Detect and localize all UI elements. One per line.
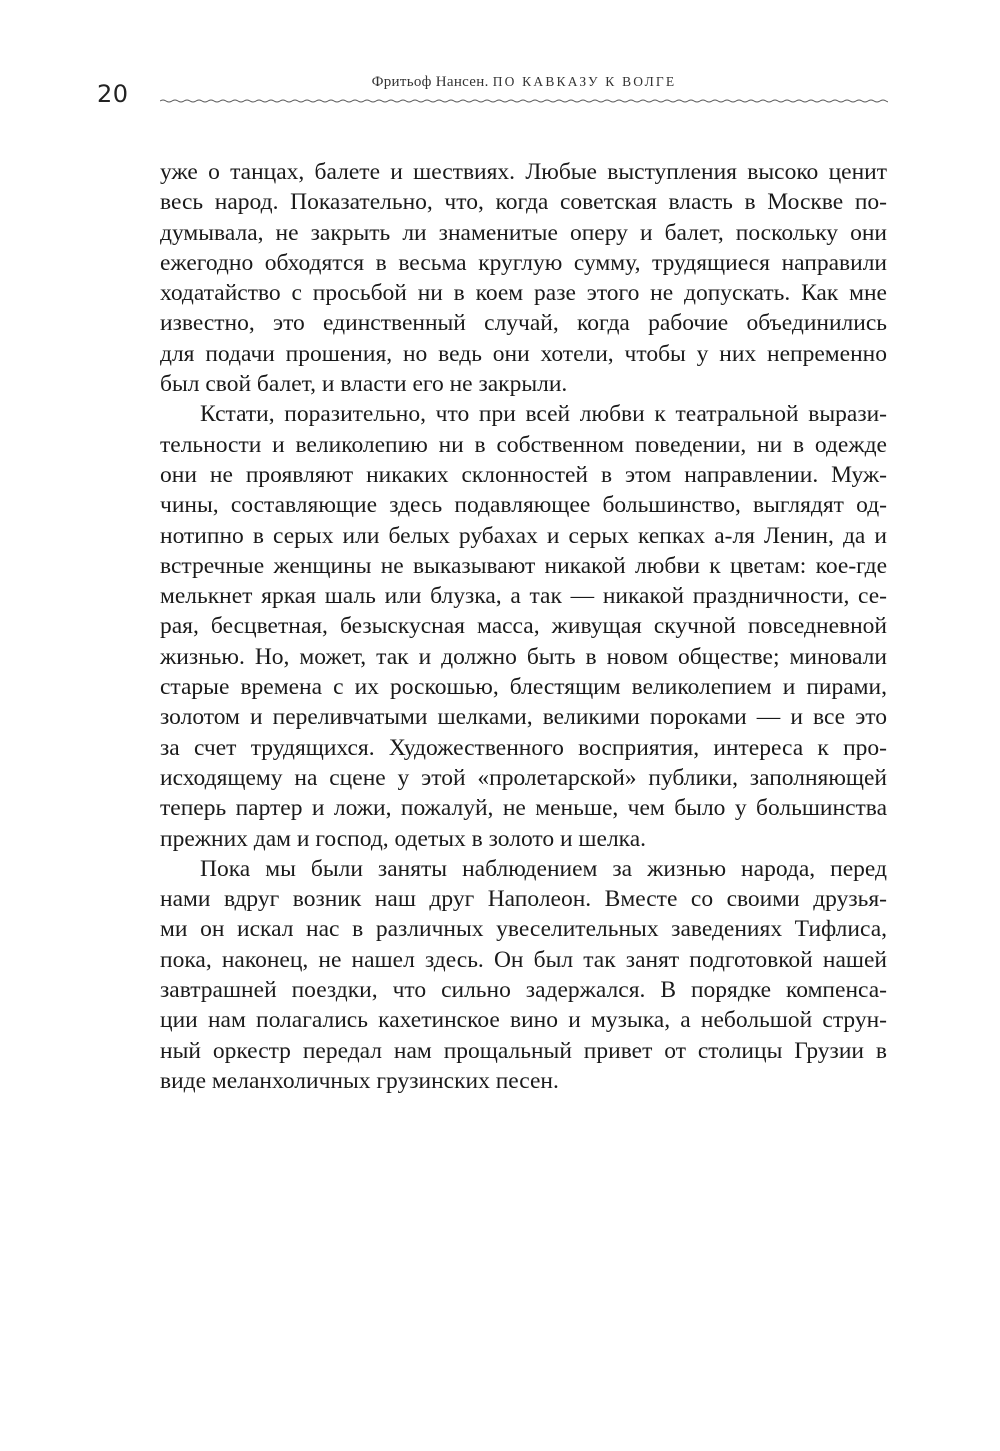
text-line: старые времена с их роскошью, блестящим великолепием и пирами, xyxy=(160,674,887,701)
paragraph-1 xyxy=(160,157,887,399)
text-line: ми он искал нас в различных увеселительных заведениях Тифлиса, xyxy=(160,916,887,943)
text-line: завтрашней поездки, что сильно задержался. В порядке компенса- xyxy=(160,977,887,1004)
text-line: думывала, не закрыть ли знаменитые оперу и балет, поскольку они xyxy=(160,219,887,246)
running-head-author: Фритьоф Нансен. xyxy=(371,74,489,90)
text-line: был свой балет, и власти его не закрыли. xyxy=(160,371,568,398)
text-line: нотипно в серых или белых рубахах и серых кепках а-ля Ленин, да и xyxy=(160,522,887,549)
text-line: для подачи прошения, но ведь они хотели, чтобы у них непременно xyxy=(160,340,887,367)
text-line: уже о танцах, балете и шествиях. Любые выступления высоко ценит xyxy=(160,159,887,185)
text-line: прежних дам и господ, одетых в золото и шелка. xyxy=(160,825,647,852)
page-number: 20 xyxy=(97,80,129,108)
text-line: за счет трудящихся. Художественного восприятия, интереса к про- xyxy=(160,734,887,761)
text-line: ции нам полагались кахетинское вино и музыка, а небольшой струн- xyxy=(160,1007,887,1034)
paragraph-2 xyxy=(160,399,887,853)
text-line: весь народ. Показательно, что, когда советская власть в Москве по- xyxy=(160,189,887,216)
text-line: ный оркестр передал нам прощальный привет от столицы Грузии в xyxy=(160,1037,887,1064)
text-line: золотом и переливчатыми шелками, великими пороками — и все это xyxy=(160,704,887,731)
wavy-rule-divider xyxy=(160,97,888,105)
body-text xyxy=(160,157,887,1096)
text-line: тельности и великолепию ни в собственном поведении, ни в одежде xyxy=(160,431,887,458)
text-line: Пока мы были заняты наблюдением за жизнью народа, перед xyxy=(200,855,887,882)
text-line: жизнью. Но, может, так и должно быть в новом обществе; миновали xyxy=(160,643,887,670)
text-line: ежегодно обходятся в весьма круглую сумму, трудящиеся направили xyxy=(160,249,887,276)
text-line: Кстати, поразительно, что при всей любви к театральной вырази- xyxy=(200,401,887,428)
text-line: ходатайство с просьбой ни в коем разе этого не допускать. Как мне xyxy=(160,280,887,307)
text-line: теперь партер и ложи, пожалуй, не меньше, чем было у большинства xyxy=(160,795,887,822)
text-line: исходящему на сцене у этой «пролетарской» публики, заполняющей xyxy=(160,764,887,791)
text-line: рая, бесцветная, безыскусная масса, живущая скучной повседневной xyxy=(160,613,887,640)
text-line: чины, составляющие здесь подавляющее большинство, выглядят од- xyxy=(160,492,887,519)
running-head-book-title: ПО КАВКАЗУ К ВОЛГЕ xyxy=(492,74,677,89)
running-head xyxy=(160,74,888,91)
text-line: виде меланхоличных грузинских песен. xyxy=(160,1067,559,1094)
text-line: встречные женщины не выказывают никакой любви к цветам: кое-где xyxy=(160,552,887,579)
paragraph-3 xyxy=(160,854,887,1096)
text-line: известно, это единственный случай, когда рабочие объединились xyxy=(160,310,887,337)
text-line: нами вдруг возник наш друг Наполеон. Вместе со своими друзья- xyxy=(160,886,887,913)
text-line: они не проявляют никаких склонностей в этом направлении. Муж- xyxy=(160,461,887,488)
text-line: мелькнет яркая шаль или блузка, а так — никакой праздничности, се- xyxy=(160,583,887,610)
text-line: пока, наконец, не нашел здесь. Он был так занят подготовкой нашей xyxy=(160,946,887,973)
